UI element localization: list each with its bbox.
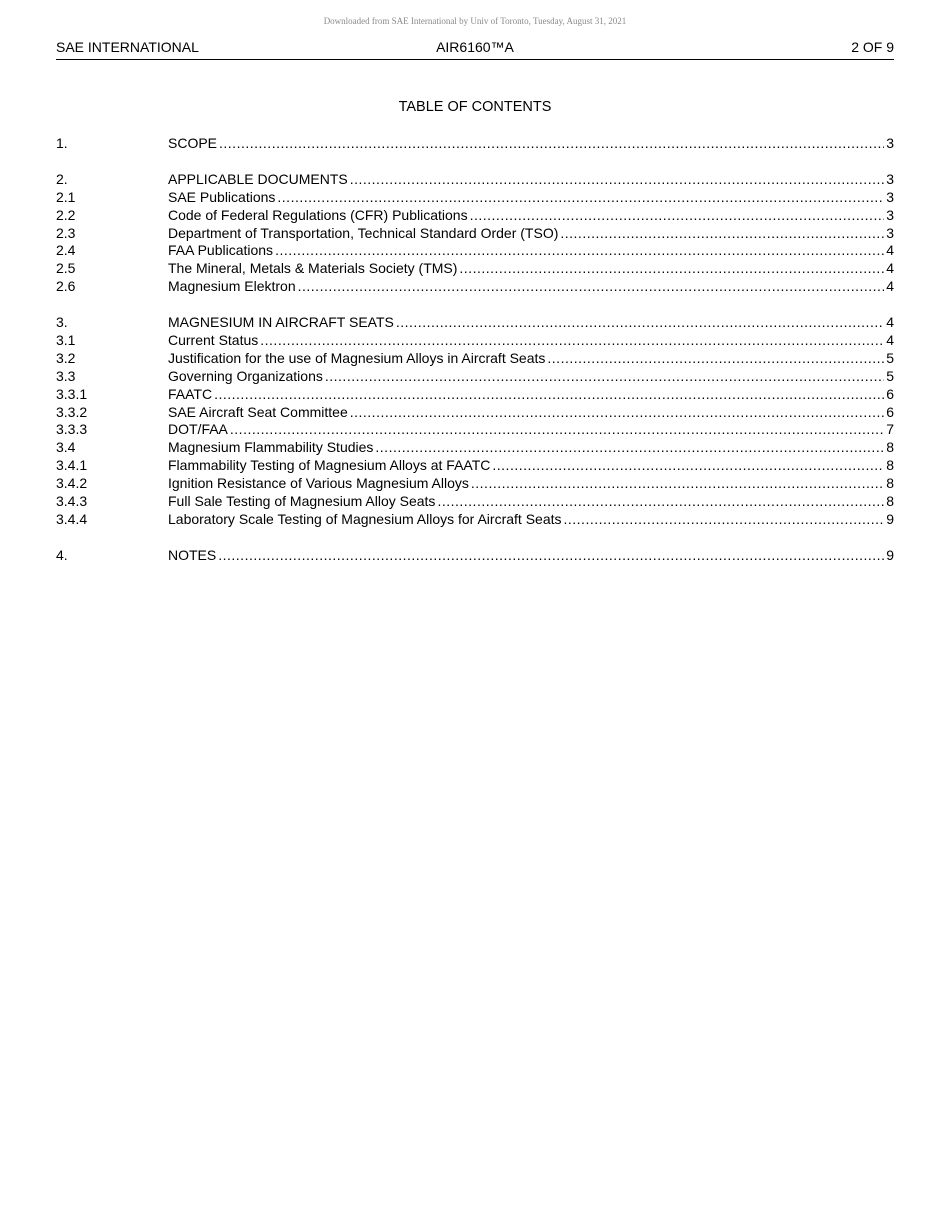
toc-entry-page: 4 [886,278,894,295]
toc-entry[interactable] [56,189,894,207]
toc-entry[interactable] [56,421,894,439]
toc-entry-page: 3 [886,188,894,205]
toc-entry[interactable] [56,350,894,368]
toc-entry-title[interactable]: MAGNESIUM IN AIRCRAFT SEATS [168,314,394,331]
toc-entry-title[interactable]: Department of Transportation, Technical Standard Order (TSO) [168,224,559,241]
toc-entry-title[interactable]: Ignition Resistance of Various Magnesium Alloys [168,475,469,492]
toc-entry-number: 3.3.3 [56,421,88,438]
toc-entry[interactable] [56,314,894,332]
toc-entry-page: 9 [886,546,894,563]
toc-dot-leader [298,278,885,296]
toc-entry-page: 4 [886,260,894,277]
toc-entry-page: 3 [886,206,894,223]
toc-entry-line [168,368,894,386]
toc-dot-leader [350,171,884,189]
toc-entry-number: 2.1 [56,188,76,205]
header-document-id: AIR6160™A [436,39,514,55]
toc-dot-leader [219,135,884,153]
toc-entry[interactable] [56,225,894,243]
toc-dot-leader [275,242,884,260]
toc-entry-line [168,439,894,457]
toc-entry-page: 5 [886,367,894,384]
toc-dot-leader [375,439,884,457]
toc-dot-leader [564,511,885,529]
toc-entry-page: 4 [886,332,894,349]
toc-entry-page: 4 [886,242,894,259]
toc-dot-leader [277,189,884,207]
toc-entry[interactable] [56,171,894,189]
toc-entry-page: 5 [886,349,894,366]
toc-section-group [56,314,894,529]
toc-entry-number: 3. [56,314,68,331]
toc-entry-line [168,332,894,350]
toc-entry-number: 2.4 [56,242,76,259]
toc-entry-title[interactable]: Code of Federal Regulations (CFR) Publications [168,206,468,223]
toc-entry-line [168,314,894,332]
toc-entry-page: 8 [886,439,894,456]
toc-entry-number: 3.1 [56,332,76,349]
toc-entry-line [168,457,894,475]
toc-entry[interactable] [56,386,894,404]
toc-dot-leader [459,260,884,278]
toc-dot-leader [547,350,884,368]
toc-dot-leader [560,225,884,243]
toc-entry-page: 6 [886,403,894,420]
toc-entry-title[interactable]: FAATC [168,385,213,402]
toc-entry-title[interactable]: Current Status [168,332,259,349]
toc-title: TABLE OF CONTENTS [398,99,552,115]
toc-entry-page: 7 [886,421,894,438]
toc-dot-leader [492,457,884,475]
toc-entry-line [168,207,894,225]
toc-entry-page: 6 [886,385,894,402]
toc-entry-line [168,386,894,404]
toc-entry-number: 3.4.2 [56,475,88,492]
toc-entry-title[interactable]: FAA Publications [168,242,274,259]
toc-entry-page: 8 [886,475,894,492]
toc-entry-title[interactable]: Justification for the use of Magnesium Alloys in Aircraft Seats [168,349,546,366]
toc-entry-title[interactable]: SCOPE [168,135,218,151]
toc-section-group [56,171,894,296]
toc-entry[interactable] [56,547,894,565]
toc-entry-line [168,493,894,511]
toc-dot-leader [218,547,884,565]
toc-entry-number: 2.5 [56,260,76,277]
toc-entry[interactable] [56,475,894,493]
toc-entry-line [168,278,894,296]
toc-entry-title[interactable]: Full Sale Testing of Magnesium Alloy Seats [168,493,436,510]
toc-entry-title[interactable]: Governing Organizations [168,367,323,384]
toc-dot-leader [396,314,884,332]
toc-entry-number: 3.3.2 [56,403,88,420]
toc-entry-number: 2. [56,170,68,187]
toc-entry[interactable] [56,242,894,260]
toc-entry[interactable] [56,332,894,350]
toc-entry-title[interactable]: The Mineral, Metals & Materials Society (TMS) [168,260,458,277]
toc-entry-title[interactable]: NOTES [168,546,217,563]
toc-dot-leader [325,368,884,386]
toc-entry-line [168,421,894,439]
table-of-contents [56,135,894,583]
toc-entry-title[interactable]: Magnesium Flammability Studies [168,439,374,456]
toc-entry-page: 3 [886,135,894,151]
toc-dot-leader [470,207,885,225]
toc-entry-number: 2.2 [56,206,76,223]
toc-entry-number: 2.3 [56,224,76,241]
toc-dot-leader [350,404,884,422]
toc-entry-number: 3.4.1 [56,457,88,474]
toc-entry-line [168,189,894,207]
toc-entry[interactable] [56,493,894,511]
toc-entry-number: 2.6 [56,278,76,295]
toc-entry[interactable] [56,457,894,475]
toc-entry-page: 4 [886,314,894,331]
toc-entry-title[interactable]: SAE Publications [168,188,276,205]
toc-entry-line [168,171,894,189]
toc-entry-number: 3.4 [56,439,76,456]
toc-entry-title[interactable]: DOT/FAA [168,421,228,438]
toc-section-group [56,547,894,565]
toc-entry-number: 3.4.4 [56,510,88,527]
toc-entry-line [168,225,894,243]
toc-entry-page: 8 [886,493,894,510]
toc-entry-page: 8 [886,457,894,474]
toc-entry-line [168,475,894,493]
toc-section-group [56,135,894,153]
toc-entry[interactable] [56,404,894,422]
toc-entry-title[interactable]: SAE Aircraft Seat Committee [168,403,348,420]
toc-dot-leader [471,475,884,493]
toc-dot-leader [214,386,884,404]
toc-entry-title[interactable]: Magnesium Elektron [168,278,296,295]
toc-entry-line [168,511,894,529]
page-header [56,38,894,60]
toc-dot-leader [437,493,884,511]
toc-entry-number: 4. [56,546,68,563]
toc-entry-title[interactable]: Flammability Testing of Magnesium Alloys at FAATC [168,457,491,474]
toc-entry-number: 3.2 [56,349,76,366]
toc-entry[interactable] [56,260,894,278]
toc-entry-line [168,404,894,422]
toc-entry-page: 3 [886,170,894,187]
toc-entry-number: 3.4.3 [56,493,88,510]
toc-entry-number: 3.3 [56,367,76,384]
toc-entry[interactable] [56,207,894,225]
toc-entry-line [168,260,894,278]
toc-entry-line [168,135,894,153]
toc-entry[interactable] [56,368,894,386]
toc-entry-line [168,242,894,260]
toc-entry[interactable] [56,135,894,153]
toc-entry-number: 1. [56,135,68,151]
toc-entry-title[interactable]: Laboratory Scale Testing of Magnesium Alloys for Aircraft Seats [168,510,562,527]
toc-entry-title[interactable]: APPLICABLE DOCUMENTS [168,170,348,187]
toc-entry-line [168,547,894,565]
toc-entry[interactable] [56,439,894,457]
toc-entry[interactable] [56,278,894,296]
toc-dot-leader [230,421,884,439]
toc-entry-number: 3.3.1 [56,385,88,402]
header-organization: SAE INTERNATIONAL [56,39,199,55]
toc-entry[interactable] [56,511,894,529]
toc-entry-page: 3 [886,224,894,241]
header-page-number: 2 OF 9 [851,39,894,55]
toc-entry-page: 9 [886,510,894,527]
download-watermark: Downloaded from SAE International by Univ of Toronto, Tuesday, August 31, 2021 [323,16,627,26]
toc-entry-line [168,350,894,368]
toc-dot-leader [260,332,884,350]
